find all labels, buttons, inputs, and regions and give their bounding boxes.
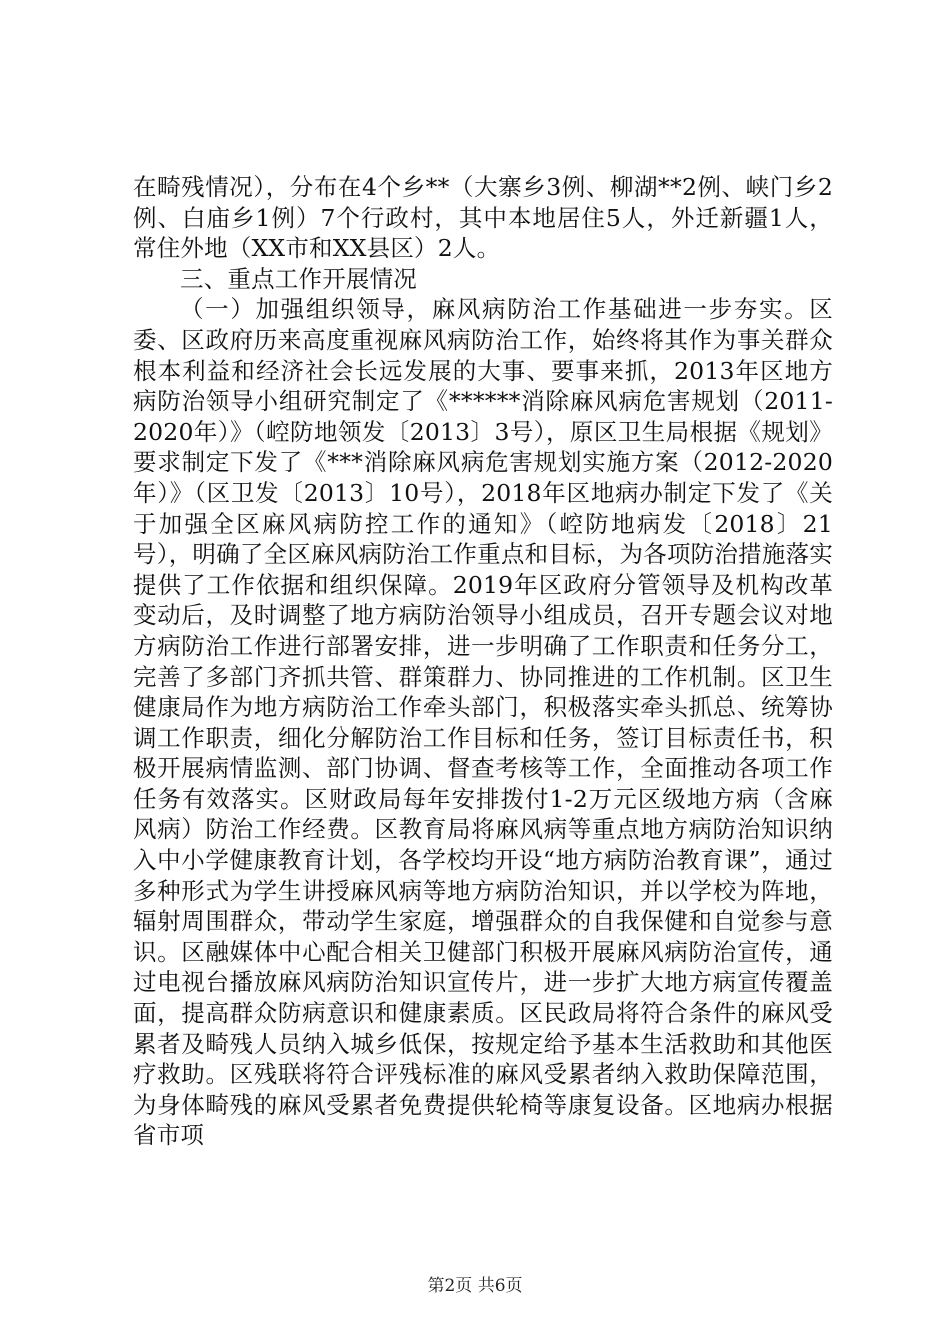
paragraph-organization-leadership: （一）加强组织领导，麻风病防治工作基础进一步夯实。区委、区政府历来高度重视麻风病防治工作，始终将其作为事关群众根本利益和经济社会长远发展的大事、要事来抓，2013年区地方病防治领导小组研究制定了《******消除麻风病危害规划（2011-2020年）》（崆防地领发〔2013〕3号），原区卫生局根据《规划》要求制定下发了《***消除麻风病危害规划实施方案（2012-2020年）》（区卫发〔2013〕10号），2018年区地病办制定下发了《关于加强全区麻风病防控工作的通知》（崆防地病发〔2018〕21号），明确了全区麻风病防治工作重点和目标，为各项防治措施落实提供了工作依据和组织保障。2019年区政府分管领导及机构改革变动后，及时调整了地方病防治领导小组成员，召开专题会议对地方病防治工作进行部署安排，进一步明确了工作职责和任务分工，完善了多部门齐抓共管、群策群力、协同推进的工作机制。区卫生健康局作为地方病防治工作牵头部门，积极落实牵头抓总、统筹协调工作职责，细化分解防治工作目标和任务，签订目标责任书，积极开展病情监测、部门协调、督查考核等工作，全面推动各项工作任务有效落实。区财政局每年安排拨付1-2万元区级地方病（含麻风病）防治工作经费。区教育局将麻风病等重点地方病防治知识纳入中小学健康教育计划，各学校均开设“地方病防治教育课”，通过多种形式为学生讲授麻风病等地方病防治知识，并以学校为阵地，辐射周围群众，带动学生家庭，增强群众的自我保健和自觉参与意识。区融媒体中心配合相关卫健部门积极开展麻风病防治宣传，通过电视台播放麻风病防治知识宣传片，进一步扩大地方病宣传覆盖面，提高群众防病意识和健康素质。区民政局将符合条件的麻风受累者及畸残人员纳入城乡低保，按规定给予基本生活救助和其他医疗救助。区残联将符合评残标准的麻风受累者纳入救助保障范围，为身体畸残的麻风受累者免费提供轮椅等康复设备。区地病办根据省市项 bbox=[133, 295, 833, 1150]
document-body bbox=[133, 172, 833, 1151]
paragraph-continuation: 在畸残情况），分布在4个乡**（大寨乡3例、柳湖**2例、峡门乡2例、白庙乡1例）7个行政村，其中本地居住5人，外迁新疆1人，常住外地（XX市和XX县区）2人。 bbox=[133, 173, 833, 263]
page-footer: 第2页 共6页 bbox=[427, 1276, 523, 1296]
section-heading: 三、重点工作开展情况 bbox=[180, 264, 417, 293]
